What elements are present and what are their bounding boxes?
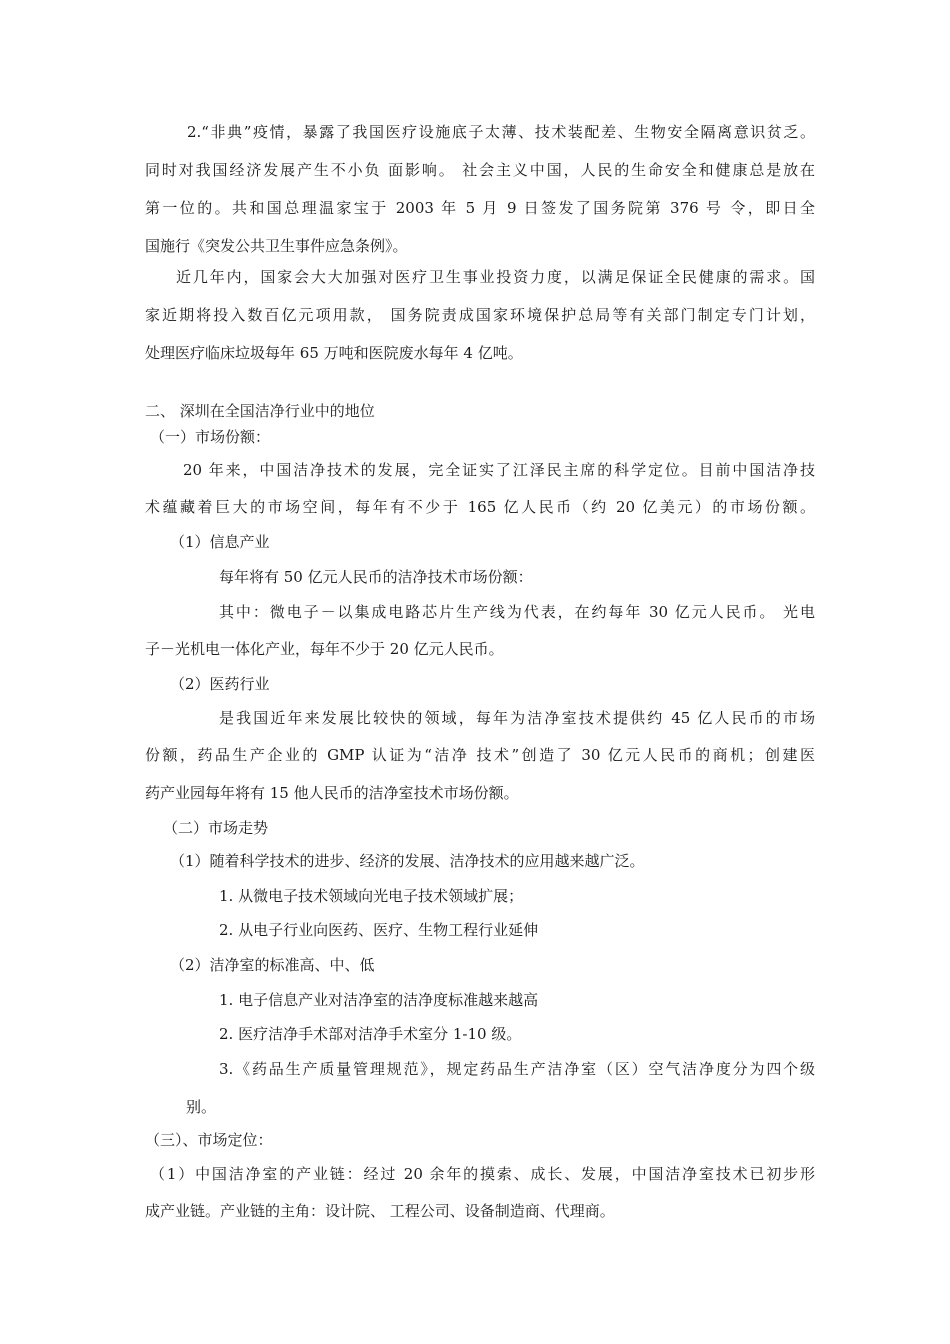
list-item: 3.《药品生产质量管理规范》，规定药品生产洁净室（区）空气洁净度分为四个级 xyxy=(219,1060,815,1078)
paragraph-line: 同时对我国经济发展产生不小负 面影响。 社会主义中国，人民的生命安全和健康总是放在 xyxy=(145,161,815,179)
paragraph-line: 药产业园每年将有 15 他人民币的洁净室技术市场份额。 xyxy=(145,784,519,802)
paragraph-line: 国施行《突发公共卫生事件应急条例》。 xyxy=(145,237,408,255)
paragraph-line: 20 年来，中国洁净技术的发展，完全证实了江泽民主席的科学定位。目前中国洁净技 xyxy=(183,461,815,479)
list-heading: （2）洁净室的标准高、中、低 xyxy=(170,956,375,974)
paragraph-line: 第一位的。共和国总理温家宝于 2003 年 5 月 9 日签发了国务院第 376 号 令，即日全 xyxy=(145,199,815,217)
list-item: 2. 从电子行业向医药、医疗、生物工程行业延伸 xyxy=(219,921,539,939)
list-item: 1. 从微电子技术领域向光电子技术领域扩展； xyxy=(219,887,524,905)
paragraph-line: 家近期将投入数百亿元项用款， 国务院责成国家环境保护总局等有关部门制定专门计划， xyxy=(145,306,815,324)
paragraph-line: （1）中国洁净室的产业链：经过 20 余年的摸索、成长、发展，中国洁净室技术已初步形 xyxy=(150,1165,815,1183)
subsection-heading: （三）、市场定位： xyxy=(145,1131,273,1149)
list-item: 1. 电子信息产业对洁净室的洁净度标准越来越高 xyxy=(219,991,539,1009)
paragraph-line: 术蕴藏着巨大的市场空间，每年有不少于 165 亿人民币（约 20 亿美元）的市场份额。 xyxy=(145,498,815,516)
list-item: 2. 医疗洁净手术部对洁净手术室分 1-10 级。 xyxy=(219,1025,522,1043)
paragraph-line: 成产业链。产业链的主角：设计院、 工程公司、设备制造商、代理商。 xyxy=(145,1202,615,1220)
list-heading: （2）医药行业 xyxy=(170,675,270,693)
subsection-heading: （二）市场走势 xyxy=(163,819,269,837)
paragraph-line: 是我国近年来发展比较快的领域，每年为洁净室技术提供约 45 亿人民币的市场 xyxy=(219,709,815,727)
paragraph-line: 每年将有 50 亿元人民币的洁净技术市场份额： xyxy=(219,568,533,586)
paragraph-line: 份额，药品生产企业的 GMP 认证为“洁净 技术”创造了 30 亿元人民币的商机；创建医 xyxy=(145,746,815,764)
subsection-heading: （一）市场份额： xyxy=(150,428,271,446)
section-heading: 二、 深圳在全国洁净行业中的地位 xyxy=(145,402,375,420)
paragraph-line: 子－光机电一体化产业，每年不少于 20 亿元人民币。 xyxy=(145,640,504,658)
paragraph-line: 近几年内，国家会大大加强对医疗卫生事业投资力度，以满足保证全民健康的需求。国 xyxy=(176,268,815,286)
list-item: 别。 xyxy=(186,1098,217,1116)
list-heading: （1）随着科学技术的进步、经济的发展、洁净技术的应用越来越广泛。 xyxy=(170,852,645,870)
list-heading: （1）信息产业 xyxy=(170,533,270,551)
paragraph-line: 其中：微电子－以集成电路芯片生产线为代表，在约每年 30 亿元人民币。 光电 xyxy=(219,603,815,621)
paragraph-line: 处理医疗临床垃圾每年 65 万吨和医院废水每年 4 亿吨。 xyxy=(145,344,523,362)
paragraph-line: 2.“非典”疫情，暴露了我国医疗设施底子太薄、技术装配差、生物安全隔离意识贫乏。 xyxy=(187,123,815,141)
